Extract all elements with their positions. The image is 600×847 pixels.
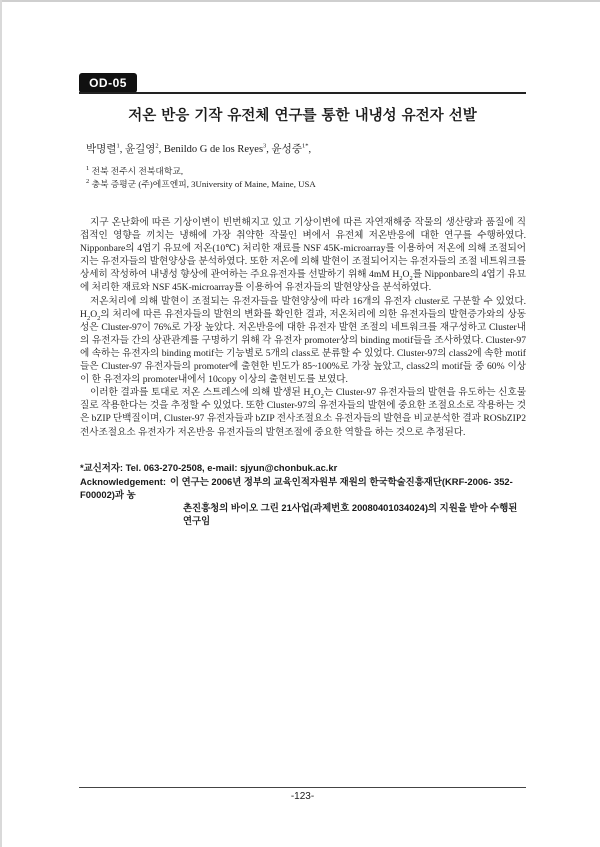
header-rule: [79, 92, 526, 94]
affiliations: [86, 165, 526, 191]
acknowledgement-text-line1: 이 연구는 2006년 정부의 교육인적자원부 재원의 한국학술진흥재단(KRF-2006- 352-F00002)과 농: [80, 476, 513, 500]
abstract-paragraph: 이러한 결과를 토대로 저온 스트레스에 의해 발생된 $H_2O_2$는 Cluster-97 유전자들의 발현을 유도하는 신호물질로 작용한다는 것을 추정할 수 있었다. 또한 Cluster-97의 유전자들의 발현에 중요한 조절요소로 작용하는 것은 bZIP 단백질이며, Cluster-97 유전자들과 bZIP 전사조절요소 유전자들의 발현을 비교분석한 결과 ROSbZIP2 전사조절요소 유전자가 저온반응 유전자들의 발현조절에 중요한 역할을 하는 것으로 추정된다.: [80, 387, 526, 438]
author-name: 윤성중: [271, 144, 302, 155]
abstract-body: [80, 216, 526, 439]
affiliation-text: 충북 증평군 (주)에프엔피, 3University of Maine, Maine, USA: [91, 179, 316, 189]
affiliation-mark: 1: [86, 165, 90, 173]
affiliation-mark: 2: [86, 178, 90, 186]
page-top-edge: [0, 0, 600, 2]
affiliation-text: 전북 전주시 전북대학교,: [91, 166, 184, 176]
abstract-paragraph: 저온처리에 의해 발현이 조절되는 유전자들을 발현양상에 따라 16개의 유전자 cluster로 구분할 수 있었다. $H_2O_2$의 처리에 따른 유전자들의 발현의 변화를 확인한 결과, 저온처리에 의한 유전자들의 발현증가와의 상동성은 Cluster-97이 76%로 가장 높았다. 저온반응에 대한 유전자 발현 조절의 네트워크를 재구성하고 Cluster내의 유전자들 간의 상관관계를 구명하기 위해 각 유전자 promoter상의 binding motif들을 조사하였다. Cluster-97에 속하는 유전자의 binding motif는 기능별로 5개의 class로 분류할 수 있었다. Cluster-97의 class2에 속한 motif들은 Cluster-97 유전자들의 promoter에 출현한 빈도가 85~100%로 가장 높았고, class2의 motif들 중 60% 이상이 한 유전자의 promoter내에서 10copy 이상의 출현빈도를 보였다.: [80, 295, 526, 386]
page-number: -123-: [290, 791, 315, 802]
author-name: 윤길영: [124, 144, 156, 155]
author-list: 박명렬$^1$, 윤길영$^2$, Benildo G de los Reyes$^3$, 윤성중$^{1*}$,: [86, 142, 312, 155]
footer-rule: [79, 787, 526, 788]
author-affil-mark: 1: [116, 142, 120, 150]
acknowledgement: [80, 475, 526, 527]
acknowledgement-text-line2: 촌진흥청의 바이오 그린 21사업(과제번호 20080401034024)의 지원을 받아 수행된 연구임: [183, 502, 518, 526]
abstract-paragraph: 지구 온난화에 따른 기상이변이 빈번해지고 있고 기상이변에 따른 자연재해중 작물의 생산량과 품질에 직접적인 영향을 끼치는 냉해에 가장 취약한 작물인 벼에서 유전체 저온반응에 대한 연구를 수행하였다. Nipponbare의 4엽기 유묘에 저온(10℃) 처리한 재료를 NSF 45K-microarray를 이용하여 저온에 의해 조절되어지는 유전자들의 발현양상을 분석하였다. 또한 저온에 의해 발현이 조절되어지는 유전자들의 조절 네트워크를 상세히 작성하여 내냉성 향상에 관여하는 주요유전자를 선발하기 위해 4mM $H_2O_2$를 Nipponbare의 4엽기 유묘에 처리한 재료와 NSF 45K-microarray를 이용하여 유전자들의 발현양상을 분석하였다.: [80, 217, 527, 294]
affiliation-line: [86, 165, 526, 178]
author-affil-mark: 2: [155, 142, 159, 150]
paper-title: 저온 반응 기작 유전체 연구를 통한 내냉성 유전자 선발: [128, 108, 477, 124]
page-left-edge: [0, 0, 2, 847]
author-name: Benildo G de los Reyes: [163, 144, 264, 155]
session-code-badge: OD-05: [79, 73, 137, 93]
author-name: 박명렬: [86, 144, 117, 155]
affiliation-line: [86, 178, 526, 191]
corresponding-author-line: *교신저자: Tel. 063-270-2508, e-mail: sjyun@chonbuk.ac.kr: [80, 462, 338, 473]
acknowledgement-label: Acknowledgement:: [80, 476, 166, 487]
author-affil-mark: 1*: [301, 142, 309, 150]
author-affil-mark: 3: [263, 142, 267, 150]
